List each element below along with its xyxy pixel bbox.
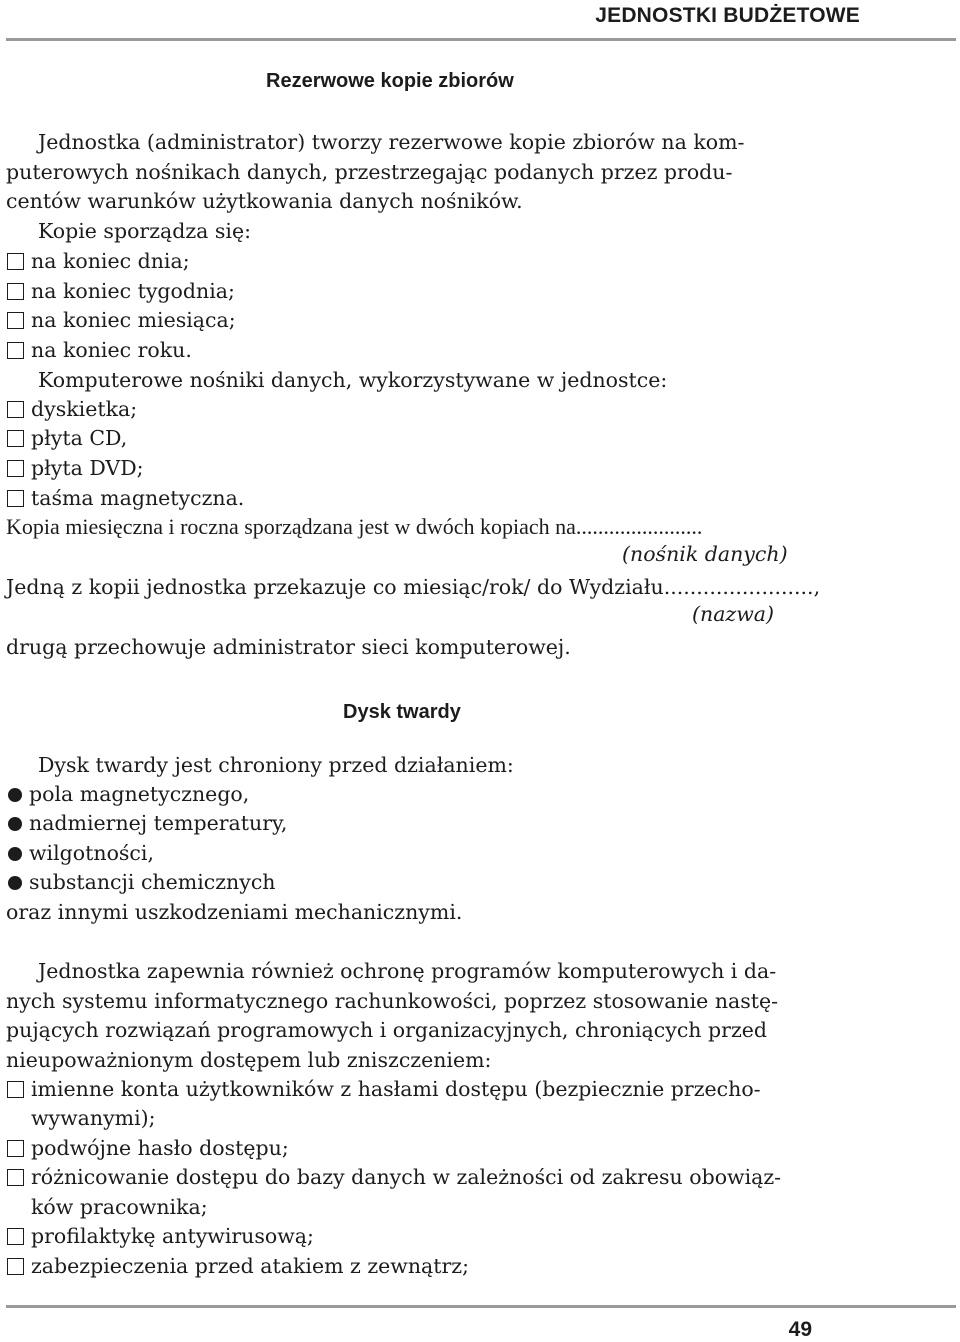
intro-line-2: puterowych nośnikach danych, przestrzegając podanych przez produ- <box>6 160 733 184</box>
checkbox-icon <box>7 342 24 359</box>
section-heading-backup: Rezerwowe kopie zbiorów <box>266 70 514 92</box>
admin-line: drugą przechowuje administrator sieci komputerowej. <box>6 635 571 659</box>
copies-item-daily: na koniec dnia; <box>31 249 190 273</box>
bullet-icon <box>8 876 22 890</box>
bullet-icon <box>8 847 22 861</box>
checkbox-icon <box>7 1169 24 1186</box>
protection-para-line-3: pujących rozwiązań programowych i organizacyjnych, chroniących przed <box>6 1018 768 1042</box>
checkbox-icon <box>7 253 24 270</box>
intro-line-1: Jednostka (administrator) tworzy rezerwowe kopie zbiorów na kom- <box>38 130 745 154</box>
checkbox-icon <box>7 283 24 300</box>
header-rule <box>6 38 956 41</box>
media-item-tape: taśma magnetyczna. <box>31 486 245 510</box>
protection-item-access-levels: różnicowanie dostępu do bazy danych w zależności od zakresu obowiąz- <box>31 1165 782 1189</box>
hdd-item-temperature: nadmiernej temperatury, <box>29 811 288 835</box>
protection-item-antivirus: profilaktykę antywirusową; <box>31 1224 314 1248</box>
media-item-floppy: dyskietka; <box>31 397 138 421</box>
hdd-item-humidity: wilgotności, <box>29 841 154 865</box>
footer-rule <box>6 1305 956 1308</box>
transfer-hint: (nazwa) <box>692 602 774 626</box>
checkbox-icon <box>7 401 24 418</box>
transfer-line: Jedną z kopii jednostka przekazuje co miesiąc/rok/ do Wydziału......................., <box>6 575 821 599</box>
protection-item-double-password: podwójne hasło dostępu; <box>31 1136 289 1160</box>
hdd-closing: oraz innymi uszkodzeniami mechanicznymi. <box>6 900 463 924</box>
copies-item-weekly: na koniec tygodnia; <box>31 279 235 303</box>
section-heading-hdd: Dysk twardy <box>343 701 461 723</box>
checkbox-icon <box>7 460 24 477</box>
running-header: JEDNOSTKI BUDŻETOWE <box>595 4 860 27</box>
monthly-copy-hint: (nośnik danych) <box>622 542 788 566</box>
hdd-item-chemicals: substancji chemicznych <box>29 870 276 894</box>
checkbox-icon <box>7 490 24 507</box>
checkbox-icon <box>7 1140 24 1157</box>
copies-item-yearly: na koniec roku. <box>31 338 192 362</box>
checkbox-icon <box>7 1228 24 1245</box>
protection-item-external-attack: zabezpieczenia przed atakiem z zewnątrz; <box>31 1254 470 1278</box>
copies-label: Kopie sporządza się: <box>38 219 252 243</box>
hdd-intro: Dysk twardy jest chroniony przed działaniem: <box>38 753 514 777</box>
intro-line-3: centów warunków użytkowania danych nośników. <box>6 189 523 213</box>
page-number: 49 <box>788 1318 812 1341</box>
copies-item-monthly: na koniec miesiąca; <box>31 308 236 332</box>
hdd-item-magnetic: pola magnetycznego, <box>29 782 250 806</box>
protection-para-line-4: nieupoważnionym dostępem lub zniszczeniem: <box>6 1048 492 1072</box>
media-item-dvd: płyta DVD; <box>31 456 144 480</box>
monthly-copy-line: Kopia miesięczna i roczna sporządzana jest w dwóch kopiach na....................... <box>6 514 703 539</box>
checkbox-icon <box>7 430 24 447</box>
protection-para-line-2: nych systemu informatycznego rachunkowości, poprzez stosowanie nastę- <box>6 989 779 1013</box>
bullet-icon <box>8 817 22 831</box>
checkbox-icon <box>7 1081 24 1098</box>
bullet-icon <box>8 788 22 802</box>
checkbox-icon <box>7 312 24 329</box>
protection-item-accounts-cont: wywanymi); <box>31 1106 156 1130</box>
media-label: Komputerowe nośniki danych, wykorzystywane w jednostce: <box>38 368 668 392</box>
protection-item-accounts: imienne konta użytkowników z hasłami dostępu (bezpiecznie przecho- <box>31 1077 761 1101</box>
checkbox-icon <box>7 1258 24 1275</box>
media-item-cd: płyta CD, <box>31 426 128 450</box>
protection-para-line-1: Jednostka zapewnia również ochronę programów komputerowych i da- <box>38 959 777 983</box>
protection-item-access-levels-cont: ków pracownika; <box>31 1195 208 1219</box>
